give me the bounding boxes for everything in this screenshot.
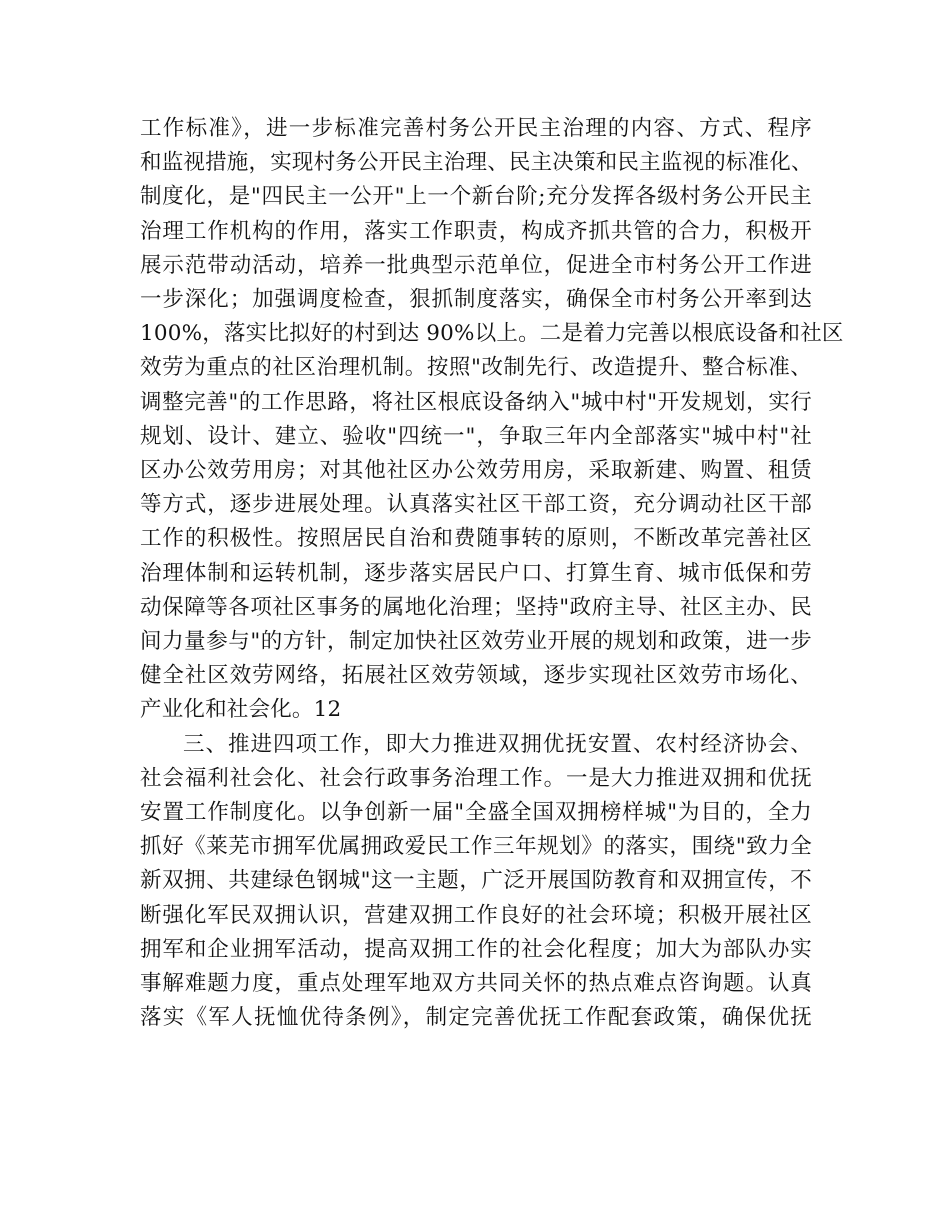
text-line: 社会福利社会化、社会行政事务治理工作。一是大力推进双拥和优抚 xyxy=(140,765,812,791)
text-line: 产业化和社会化。12 xyxy=(140,697,342,723)
text-line: 新双拥、共建绿色钢城"这一主题，广泛开展国防教育和双拥宣传，不 xyxy=(140,868,812,894)
text-line: 100%，落实比拟好的村到达 90%以上。二是着力完善以根底设备和社区 xyxy=(140,321,844,347)
text-line: 等方式，逐步进展处理。认真落实社区干部工资，充分调动社区干部 xyxy=(140,492,812,518)
text-line: 三、推进四项工作，即大力推进双拥优抚安置、农村经济协会、 xyxy=(183,731,812,757)
text-line: 展示范带动活动，培养一批典型示范单位，促进全市村务公开工作进 xyxy=(140,252,812,278)
text-line: 落实《军人抚恤优待条例》，制定完善优抚工作配套政策，确保优抚 xyxy=(140,1005,812,1031)
paragraph-2 xyxy=(140,728,812,1036)
text-line: 断强化军民双拥认识，营建双拥工作良好的社会环境；积极开展社区 xyxy=(140,902,812,928)
text-line: 治理体制和运转机制，逐步落实居民户口、打算生育、城市低保和劳 xyxy=(140,560,812,586)
text-line: 规划、设计、建立、验收"四统一"，争取三年内全部落实"城中村"社 xyxy=(140,423,812,449)
text-line: 治理工作机构的作用，落实工作职责，构成齐抓共管的合力，积极开 xyxy=(140,218,812,244)
text-line: 事解难题力度，重点处理军地双方共同关怀的热点难点咨询题。认真 xyxy=(140,971,812,997)
text-line: 工作标准》，进一步标准完善村务公开民主治理的内容、方式、程序 xyxy=(140,116,812,141)
text-line: 调整完善"的工作思路，将社区根底设备纳入"城中村"开发规划，实行 xyxy=(140,389,812,415)
text-line: 效劳为重点的社区治理机制。按照"改制先行、改造提升、整合标准、 xyxy=(140,355,812,381)
paragraph-1 xyxy=(140,112,844,728)
body-text xyxy=(140,112,844,1035)
text-line: 拥军和企业拥军活动，提高双拥工作的社会化程度；加大为部队办实 xyxy=(140,936,812,962)
text-line: 健全社区效劳网络，拓展社区效劳领域，逐步实现社区效劳市场化、 xyxy=(140,663,812,689)
text-line: 工作的积极性。按照居民自治和费随事转的原则，不断改革完善社区 xyxy=(140,526,812,552)
text-line: 间力量参与"的方针，制定加快社区效劳业开展的规划和政策，进一步 xyxy=(140,629,812,655)
text-line: 一步深化；加强调度检查，狠抓制度落实，确保全市村务公开率到达 xyxy=(140,287,812,313)
text-line: 动保障等各项社区事务的属地化治理；坚持"政府主导、社区主办、民 xyxy=(140,594,812,620)
text-line: 制度化，是"四民主一公开"上一个新台阶;充分发挥各级村务公开民主 xyxy=(140,184,812,210)
text-line: 抓好《莱芜市拥军优属拥政爱民工作三年规划》的落实，围绕"致力全 xyxy=(140,834,812,860)
text-line: 和监视措施，实现村务公开民主治理、民主决策和民主监视的标准化、 xyxy=(140,150,813,176)
text-line: 区办公效劳用房；对其他社区办公效劳用房，采取新建、购置、租赁 xyxy=(140,458,812,484)
text-line: 安置工作制度化。以争创新一届"全盛全国双拥榜样城"为目的，全力 xyxy=(140,800,812,826)
